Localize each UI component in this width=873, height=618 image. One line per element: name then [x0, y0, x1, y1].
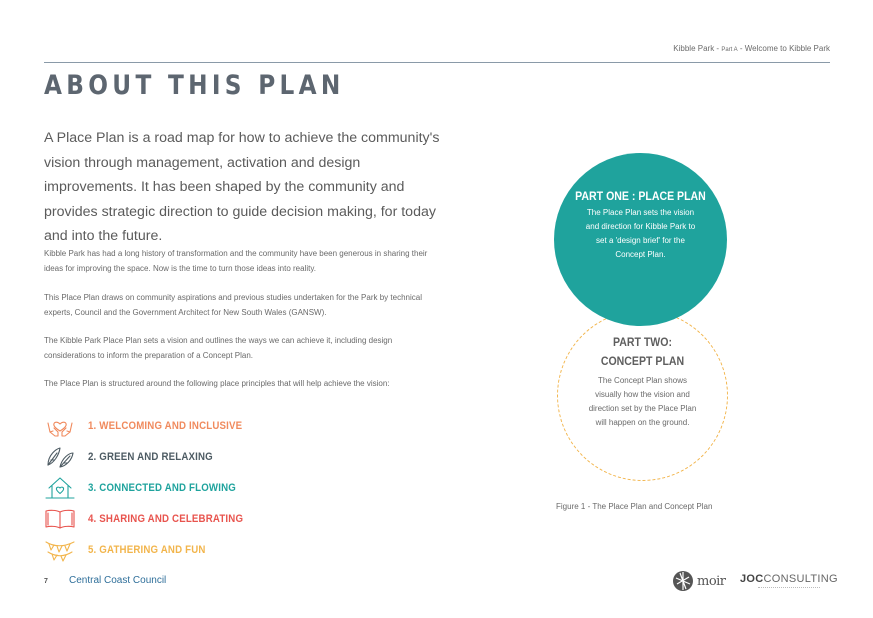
- page-number: 7: [44, 578, 48, 585]
- organisation-name: Central Coast Council: [69, 575, 167, 586]
- concept-plan-circle: [557, 310, 728, 481]
- principle-label-1: 1. WELCOMING AND INCLUSIVE: [88, 420, 243, 432]
- place-plan-circle: [554, 153, 727, 326]
- moir-logo: [672, 569, 728, 593]
- running-header: Kibble Park - Part A - Welcome to Kibble Park: [673, 44, 830, 53]
- joc-logo-tagline-rule: [758, 587, 820, 590]
- principle-item-1: [44, 414, 263, 438]
- bunting-icon: [44, 538, 76, 562]
- page-title: ABOUT THIS PLAN: [44, 70, 345, 101]
- principle-label-2: 2. GREEN AND RELAXING: [88, 451, 213, 463]
- header-park: Kibble Park: [673, 44, 715, 53]
- header-divider: [44, 62, 830, 63]
- principle-item-4: [44, 507, 264, 531]
- header-section: Welcome to Kibble Park: [744, 44, 830, 53]
- concept-plan-text: The Concept Plan shows visually how the vision and direction set by the Place Plan will happen on the ground.: [588, 376, 697, 427]
- body-paragraph-4: The Place Plan is structured around the following place principles that will help achieve the vision:: [44, 379, 390, 388]
- place-plan-text: The Place Plan sets the vision and direction for Kibble Park to set a 'design brief' for the Concept Plan.: [585, 208, 696, 259]
- principle-item-2: [44, 445, 230, 469]
- body-paragraph-1: Kibble Park has had a long history of transformation and the community have been generous in sharing their ideas for improving the space. Now is the time to turn those ideas into reality.: [44, 249, 428, 273]
- lead-paragraph: A Place Plan is a road map for how to achieve the community's vision through management, activation and design improvements. It has been shaped by the community and provides strategic direction to guide decision making, for today and into the future.: [44, 130, 440, 244]
- header-part: Part A: [721, 47, 738, 53]
- body-paragraph-3: The Kibble Park Place Plan sets a vision and outlines the ways we can achieve it, including design considerations to inform the preparation of a Concept Plan.: [44, 336, 393, 360]
- principle-item-5: [44, 538, 222, 562]
- open-book-icon: [44, 507, 76, 531]
- figure-caption: Figure 1 - The Place Plan and Concept Plan: [556, 502, 713, 511]
- concept-plan-title-line2: CONCEPT PLAN: [600, 354, 685, 368]
- principle-label-4: 4. SHARING AND CELEBRATING: [88, 513, 244, 525]
- principle-label-3: 3. CONNECTED AND FLOWING: [88, 482, 236, 494]
- hands-heart-icon: [44, 414, 76, 438]
- principle-item-3: [44, 476, 256, 500]
- house-heart-icon: [44, 476, 76, 500]
- principle-label-5: 5. GATHERING AND FUN: [88, 544, 206, 556]
- body-paragraph-2: This Place Plan draws on community aspirations and previous studies undertaken for the Park by technical experts, Council and the Government Architect for New South Wales (GANSW).: [44, 293, 422, 317]
- joc-logo-rest: CONSULTING: [763, 573, 838, 585]
- place-plan-title: PART ONE : PLACE PLAN: [575, 189, 706, 203]
- moir-logo-mark-icon: [672, 570, 694, 592]
- concept-plan-title-line1: PART TWO:: [612, 335, 673, 349]
- joc-logo-bold: JOC: [740, 573, 764, 585]
- leaves-icon: [44, 445, 76, 469]
- joc-consulting-logo: [740, 573, 838, 590]
- moir-logo-text: moir: [697, 573, 726, 589]
